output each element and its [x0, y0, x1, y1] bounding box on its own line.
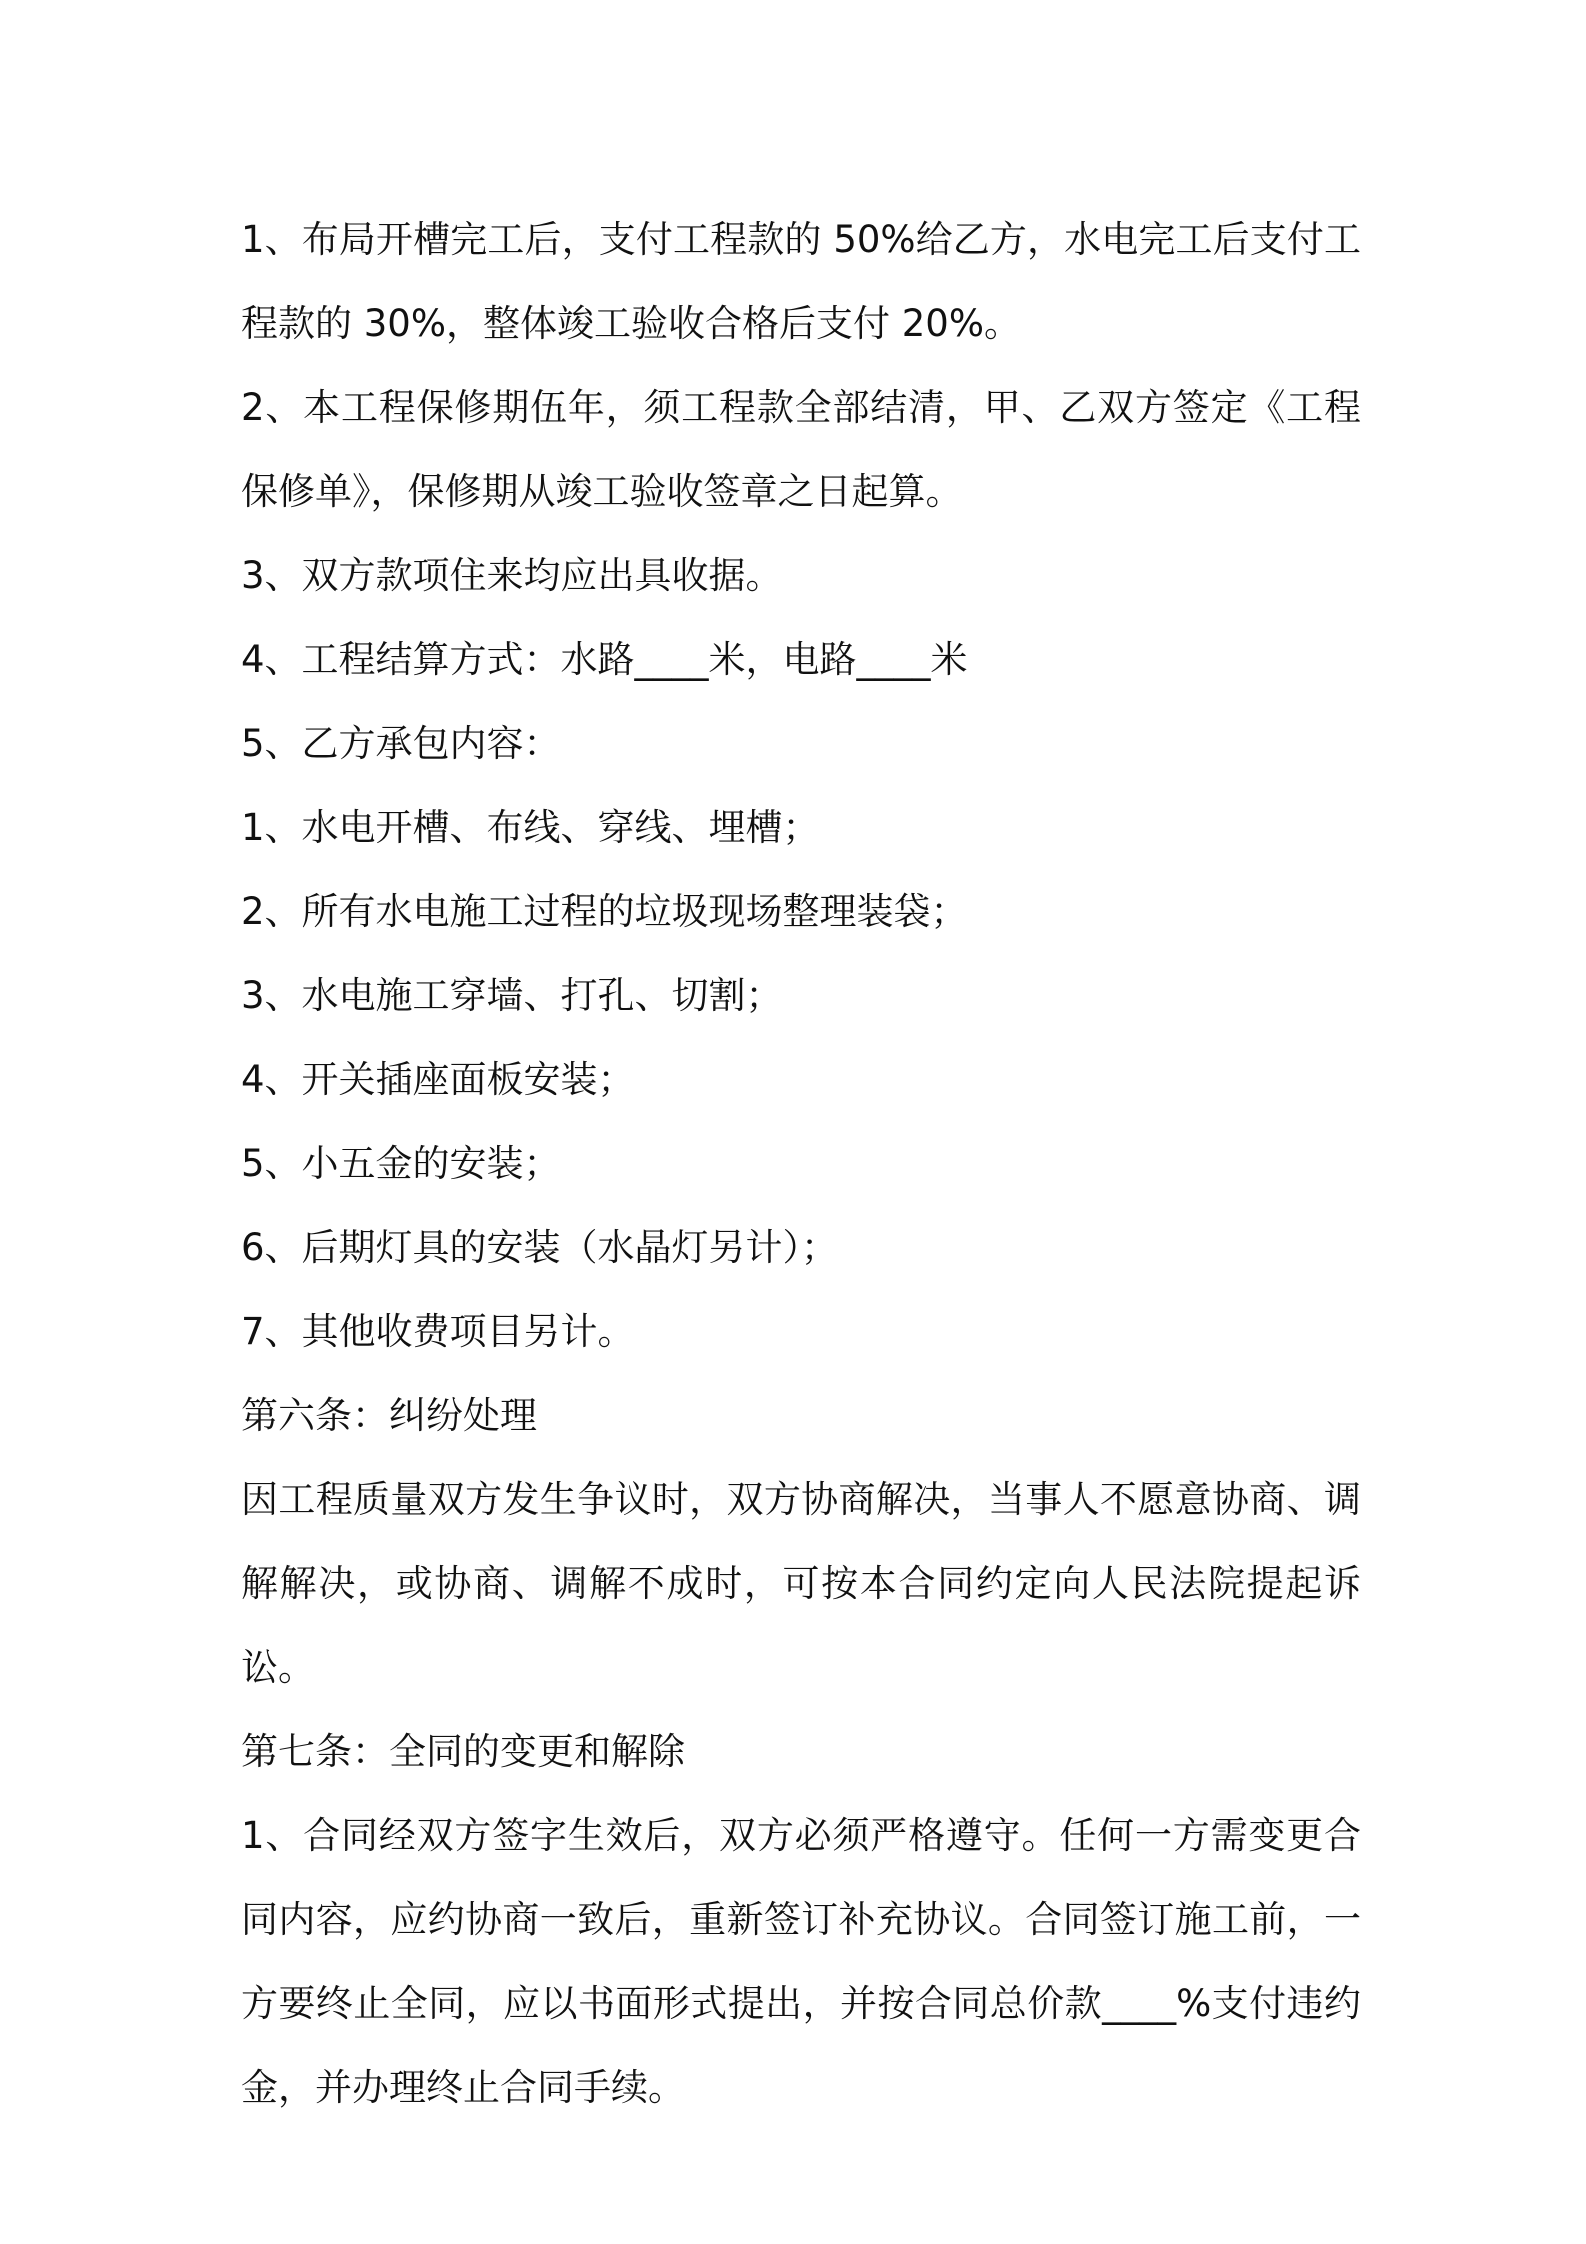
- article-seven-heading: 第七条：全同的变更和解除: [241, 1730, 685, 1773]
- receipt-clause-3: 3、双方款项住来均应出具收据。: [241, 554, 783, 597]
- scope-item-5: 5、小五金的安装；: [241, 1142, 561, 1185]
- settlement-clause-4: 4、工程结算方式：水路____米，电路____米: [241, 638, 968, 681]
- scope-item-1: 1、水电开槽、布线、穿线、埋槽；: [241, 806, 820, 849]
- scope-item-4: 4、开关插座面板安装；: [241, 1058, 635, 1101]
- scope-item-6: 6、后期灯具的安装（水晶灯另计）；: [241, 1226, 839, 1269]
- warranty-clause-2: 2、本工程保修期伍年，须工程款全部结清，甲、乙双方签定《工程保修单》，保修期从竣工验收签章之日起算。: [241, 386, 1361, 513]
- amendment-clause-1: 1、合同经双方签字生效后，双方必须严格遵守。任何一方需变更合同内容，应约协商一致后，重新签订补充协议。合同签订施工前，一方要终止全同，应以书面形式提出，并按合同总价款____%支付违约金，并办理终止合同手续。: [241, 1814, 1361, 2109]
- payment-clause-1: 1、布局开槽完工后，支付工程款的 50%给乙方，水电完工后支付工程款的 30%，整体竣工验收合格后支付 20%。: [241, 218, 1361, 345]
- scope-heading-5: 5、乙方承包内容：: [241, 722, 561, 765]
- document-body: [241, 198, 1361, 2130]
- dispute-clause: 因工程质量双方发生争议时，双方协商解决，当事人不愿意协商、调解解决，或协商、调解不成时，可按本合同约定向人民法院提起诉讼。: [241, 1478, 1361, 1689]
- scope-item-7: 7、其他收费项目另计。: [241, 1310, 635, 1353]
- article-six-heading: 第六条：纠纷处理: [241, 1394, 537, 1437]
- scope-item-2: 2、所有水电施工过程的垃圾现场整理装袋；: [241, 890, 968, 933]
- scope-item-3: 3、水电施工穿墙、打孔、切割；: [241, 974, 783, 1017]
